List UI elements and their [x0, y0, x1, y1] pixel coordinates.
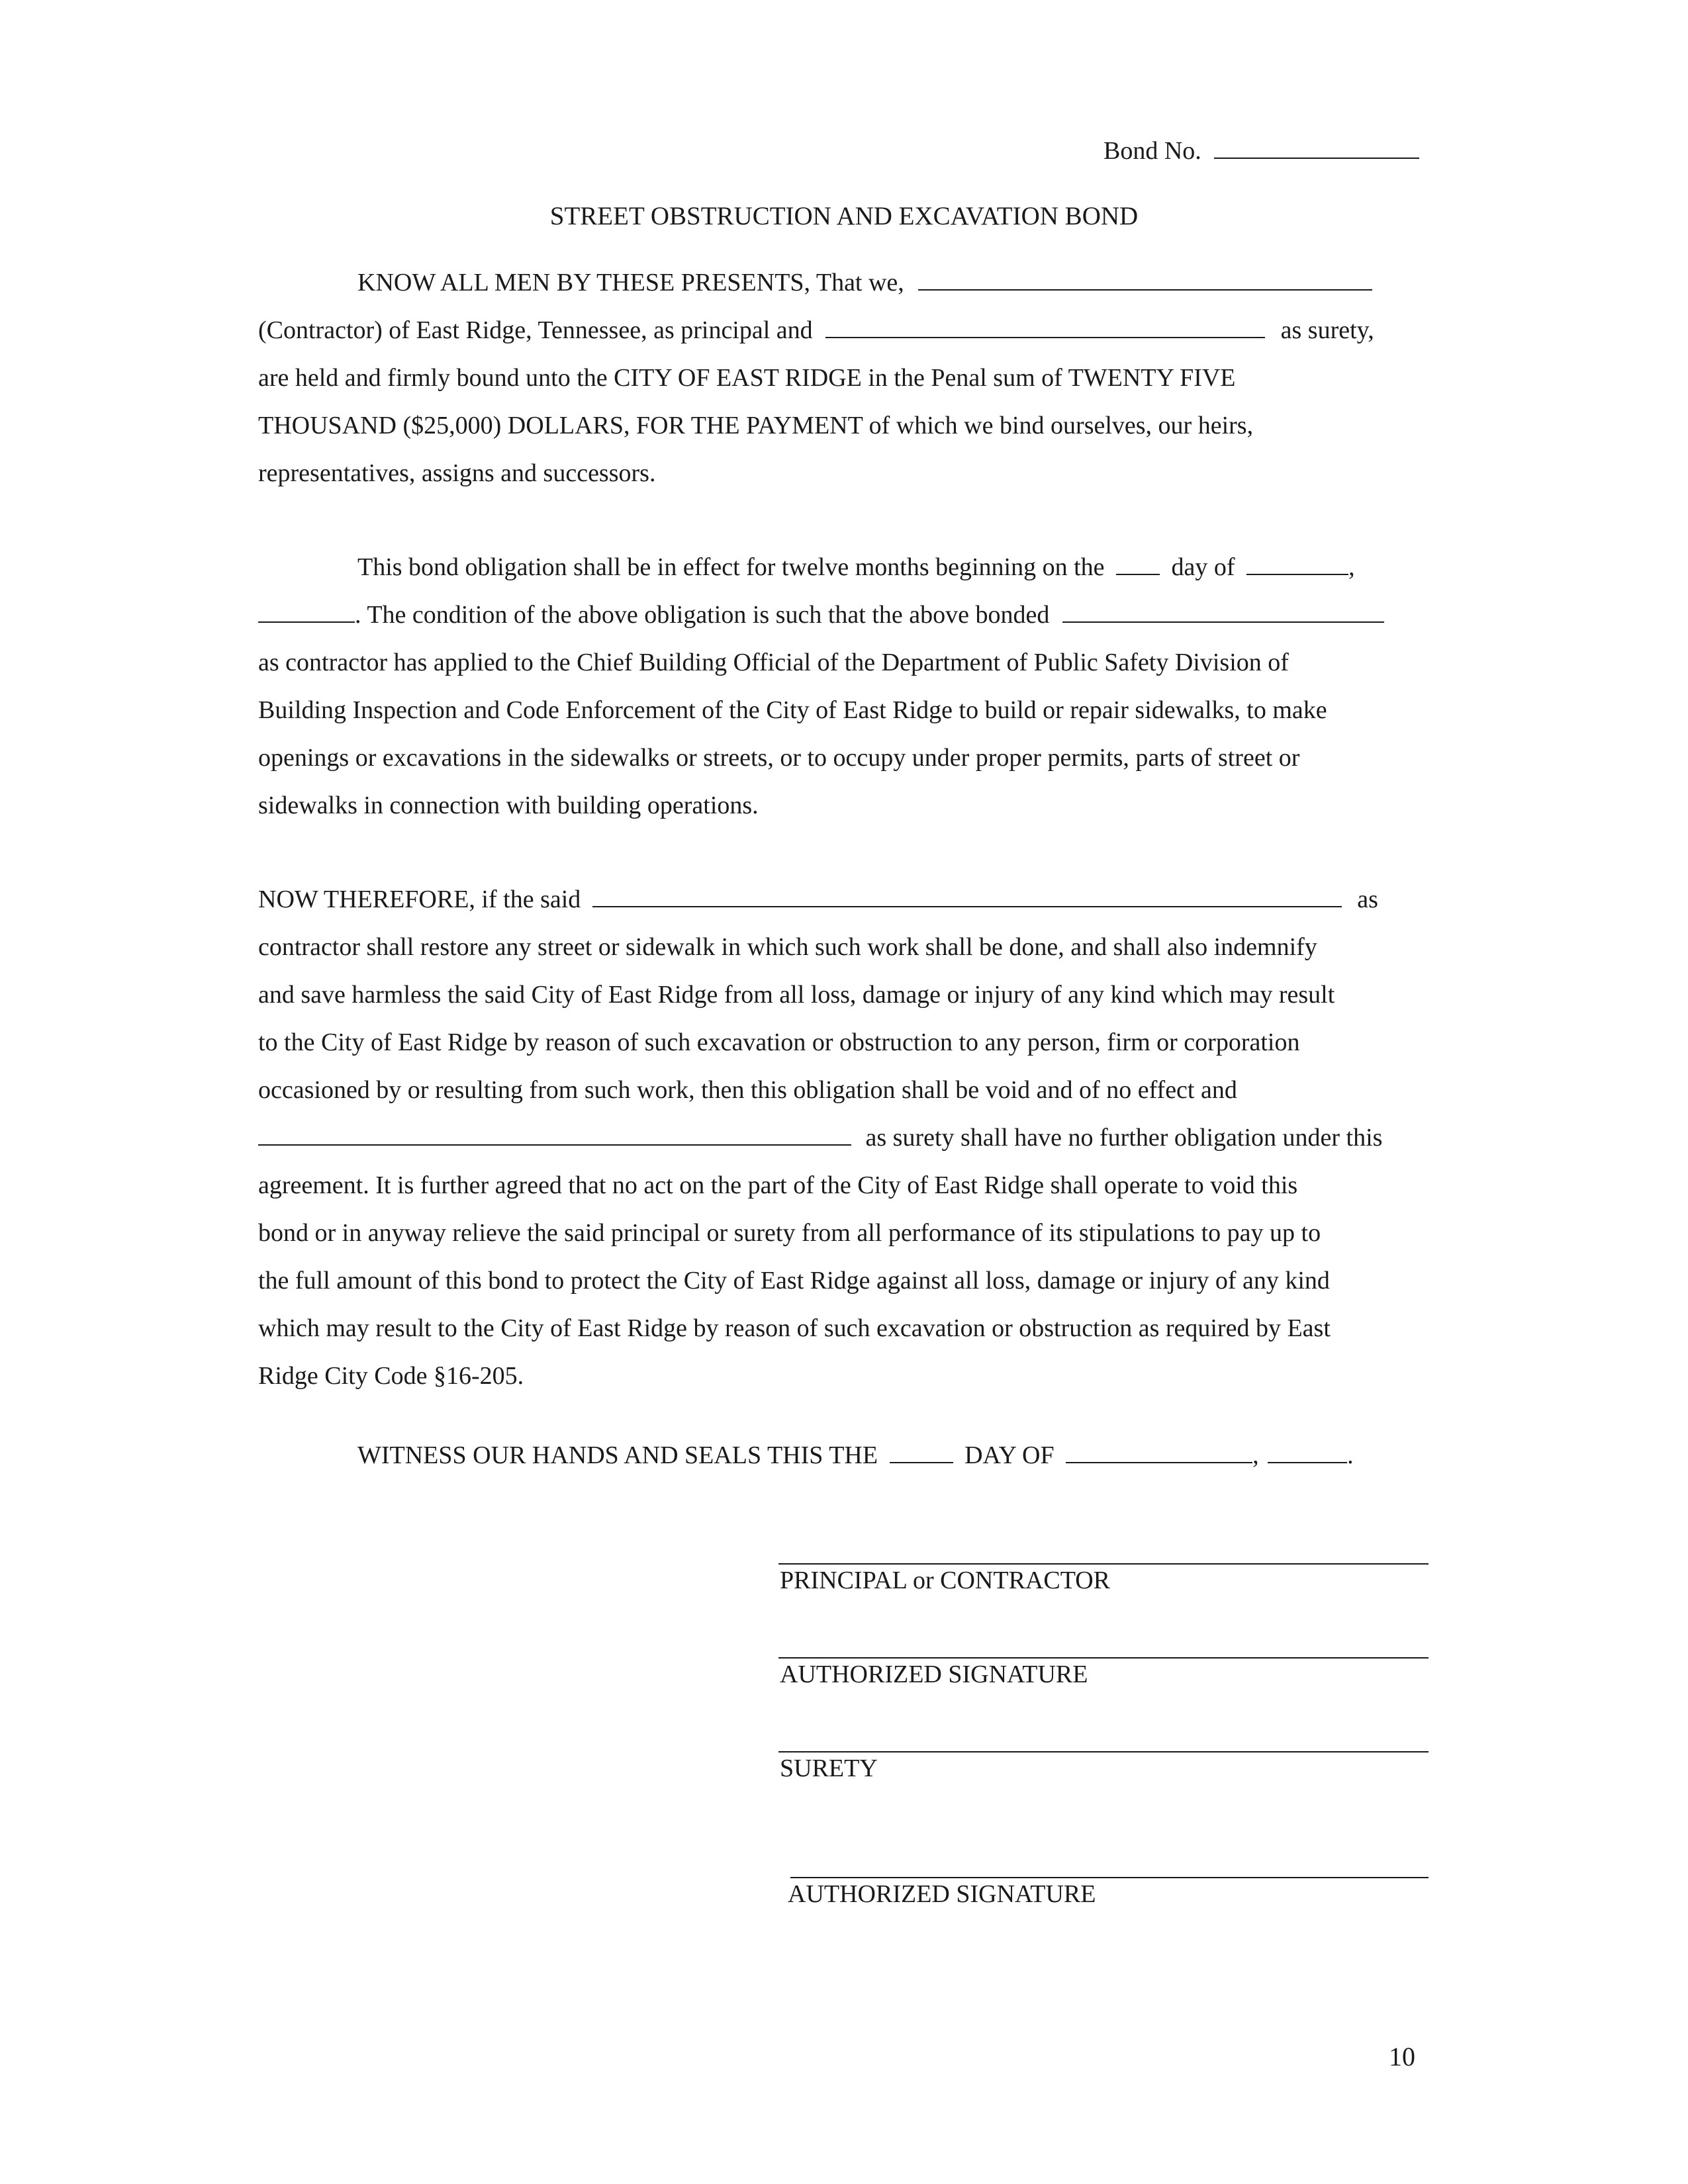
witness-text-a: WITNESS OUR HANDS AND SEALS THIS THE	[357, 1441, 878, 1469]
bond-number-blank[interactable]	[1214, 138, 1419, 159]
start-month-blank[interactable]	[1246, 554, 1348, 575]
para3-line1-text-b: as	[1357, 886, 1378, 913]
authorized-signature-line-2[interactable]	[790, 1877, 1429, 1878]
para1-line4: THOUSAND ($25,000) DOLLARS, FOR THE PAYMENT of which we bind ourselves, our heirs,	[258, 412, 1254, 439]
authorized-signature-line-1[interactable]	[778, 1657, 1429, 1659]
witness-day-blank[interactable]	[890, 1442, 953, 1463]
para3-line9: the full amount of this bond to protect the City of East Ridge against all loss, damage or injury of any kind	[258, 1267, 1330, 1295]
para1-line2-text-b: as surety,	[1280, 316, 1374, 344]
para2-line2	[258, 600, 1430, 630]
para1-line5: representatives, assigns and successors.	[258, 459, 656, 487]
para3-line11: Ridge City Code §16-205.	[258, 1362, 524, 1390]
authorized-signature-label-1: AUTHORIZED SIGNATURE	[780, 1661, 1088, 1688]
para2-line3: as contractor has applied to the Chief Building Official of the Department of Public Safety Division of	[258, 649, 1289, 676]
para1-line3: are held and firmly bound unto the CITY OF EAST RIDGE in the Penal sum of TWENTY FIVE	[258, 364, 1236, 392]
para3-line6	[258, 1122, 1430, 1153]
surety-obligation-blank[interactable]	[258, 1124, 851, 1146]
para2-line5: openings or excavations in the sidewalks or streets, or to occupy under proper permits, parts of street or	[258, 744, 1300, 772]
start-day-blank[interactable]	[1116, 554, 1160, 575]
para3-line1-text-a: NOW THEREFORE, if the said	[258, 886, 581, 913]
para3-line4: to the City of East Ridge by reason of such excavation or obstruction to any person, firm or corporation	[258, 1028, 1300, 1056]
authorized-signature-label-2: AUTHORIZED SIGNATURE	[788, 1880, 1096, 1908]
surety-signature-line[interactable]	[778, 1751, 1429, 1752]
para2-line4: Building Inspection and Code Enforcement of the City of East Ridge to build or repair sidewalks, to make	[258, 696, 1327, 724]
witness-comma: ,	[1252, 1441, 1259, 1469]
para3-line10: which may result to the City of East Ridge by reason of such excavation or obstruction as required by East	[258, 1314, 1331, 1342]
principal-label: PRINCIPAL or CONTRACTOR	[780, 1567, 1111, 1594]
para2-line6: sidewalks in connection with building operations.	[258, 792, 759, 819]
start-year-blank[interactable]	[258, 602, 355, 623]
para3-line5: occasioned by or resulting from such work, then this obligation shall be void and of no effect and	[258, 1076, 1237, 1104]
para2-line1	[357, 552, 1430, 582]
bond-number-label: Bond No.	[1103, 137, 1201, 165]
para3-line2: contractor shall restore any street or sidewalk in which such work shall be done, and shall also indemnify	[258, 933, 1317, 961]
said-contractor-blank[interactable]	[592, 886, 1342, 907]
witness-line	[357, 1440, 1430, 1471]
document-title: STREET OBSTRUCTION AND EXCAVATION BOND	[549, 202, 1139, 230]
witness-year-blank[interactable]	[1268, 1442, 1347, 1463]
bonded-contractor-blank[interactable]	[1062, 602, 1384, 623]
para2-line1-text-a: This bond obligation shall be in effect for twelve months beginning on the	[357, 553, 1105, 581]
para1-line2-text-a: (Contractor) of East Ridge, Tennessee, as principal and	[258, 316, 813, 344]
witness-month-blank[interactable]	[1066, 1442, 1252, 1463]
para3-line3: and save harmless the said City of East Ridge from all loss, damage or injury of any kind which may result	[258, 981, 1335, 1009]
para2-line2-text: . The condition of the above obligation is such that the above bonded	[355, 601, 1050, 629]
page-number: 10	[1389, 2042, 1415, 2071]
witness-period: .	[1347, 1441, 1354, 1469]
para3-line8: bond or in anyway relieve the said principal or surety from all performance of its stipulations to pay up to	[258, 1219, 1321, 1247]
surety-label: SURETY	[780, 1754, 878, 1782]
para3-line7: agreement. It is further agreed that no act on the part of the City of East Ridge shall operate to void this	[258, 1171, 1298, 1199]
para2-line1-text-b: day of	[1171, 553, 1235, 581]
para1-line1	[357, 267, 1430, 298]
bond-number-field	[1103, 136, 1419, 165]
para1-line2	[258, 315, 1430, 345]
contractor-name-blank[interactable]	[918, 269, 1372, 291]
witness-text-b: DAY OF	[964, 1441, 1055, 1469]
principal-signature-line[interactable]	[778, 1563, 1429, 1565]
para3-line6-text: as surety shall have no further obligation under this	[865, 1124, 1383, 1152]
para3-line1	[258, 884, 1430, 915]
surety-name-blank[interactable]	[825, 317, 1265, 338]
para1-line1-text: KNOW ALL MEN BY THESE PRESENTS, That we,	[357, 269, 904, 296]
para2-line1-comma: ,	[1348, 553, 1355, 581]
